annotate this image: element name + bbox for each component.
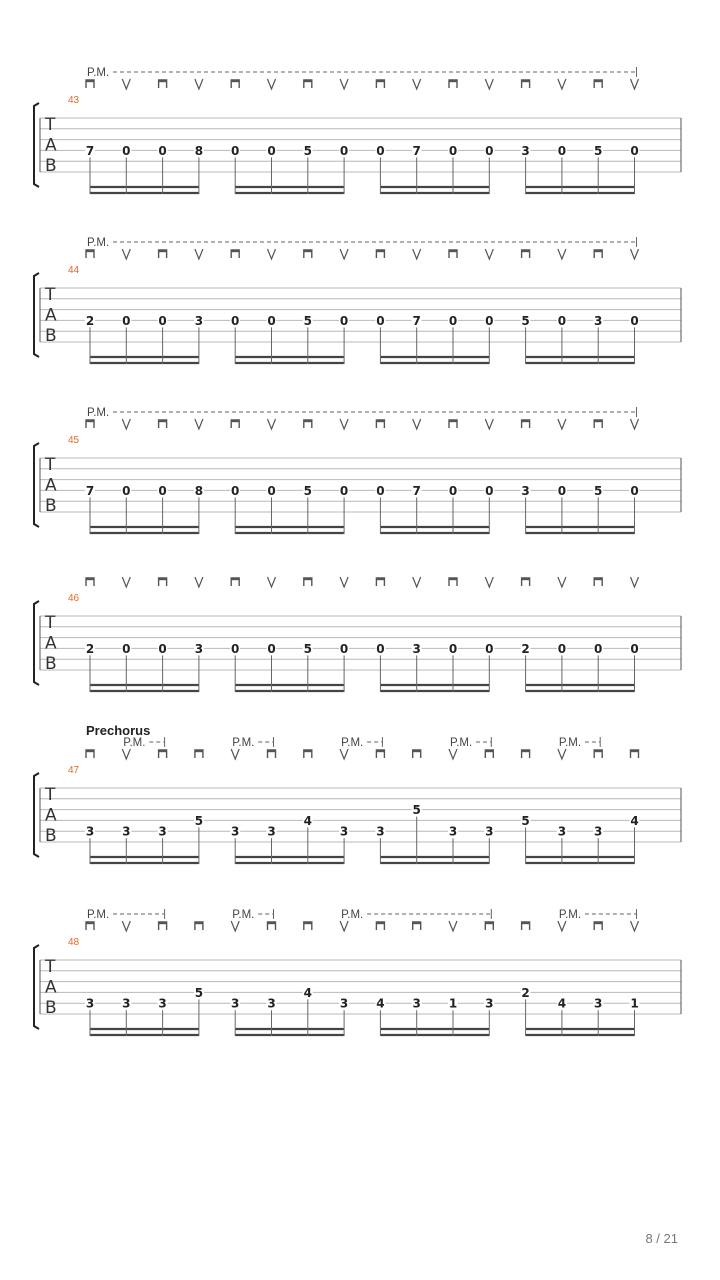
upstroke-icon [122,921,130,931]
upstroke-icon [122,577,130,587]
tab-clef-letter: T [45,613,56,633]
fret-number: 3 [194,313,204,328]
tab-clef-letter: B [45,496,57,516]
fret-number: 4 [303,985,312,1000]
fret-number: 5 [594,143,603,158]
fret-number: 5 [194,985,204,1000]
palm-mute-label: P.M. [232,909,255,921]
fret-number: 0 [448,483,458,498]
upstroke-icon [268,577,276,587]
fret-number: 0 [630,143,639,158]
tab-clef-letter: T [45,285,56,305]
palm-mute-label: P.M. [232,737,255,749]
fret-number: 3 [448,824,458,839]
fret-number: 7 [412,313,421,328]
fret-number: 0 [339,143,349,158]
fret-number: 5 [303,641,312,656]
fret-number: 0 [122,483,131,498]
upstroke-icon [558,921,566,931]
fret-number: 5 [521,813,530,828]
upstroke-icon [413,79,421,89]
fret-number: 3 [594,996,603,1011]
fret-number: 3 [594,824,603,839]
upstroke-icon [340,921,348,931]
tab-clef-letter: B [45,326,57,346]
upstroke-icon [195,79,203,89]
fret-number: 3 [267,996,276,1011]
tab-clef-letter: A [45,475,57,496]
upstroke-icon [558,419,566,429]
fret-number: 0 [557,313,567,328]
fret-number: 5 [303,313,312,328]
upstroke-icon [268,249,276,259]
tab-clef-letter: A [45,135,57,156]
fret-number: 0 [630,483,639,498]
fret-number: 5 [412,803,421,818]
upstroke-icon [485,79,493,89]
fret-number: 0 [594,641,603,656]
tab-system-48 [34,909,681,1036]
fret-number: 0 [231,483,240,498]
tab-system-43 [34,67,681,194]
fret-number: 0 [485,313,494,328]
upstroke-icon [631,419,639,429]
upstroke-icon [122,419,130,429]
upstroke-icon [449,921,457,931]
upstroke-icon [631,79,639,89]
fret-number: 3 [339,824,349,839]
upstroke-icon [413,249,421,259]
tab-clef-letter: B [45,654,57,674]
fret-number: 3 [122,824,131,839]
fret-number: 3 [521,483,530,498]
measure-number: 44 [68,265,80,276]
fret-number: 3 [158,824,167,839]
upstroke-icon [485,249,493,259]
fret-number: 7 [412,483,421,498]
fret-number: 0 [557,483,567,498]
tab-clef-letter: B [45,826,57,846]
fret-number: 3 [194,641,204,656]
tab-clef-letter: B [45,156,57,176]
upstroke-icon [268,79,276,89]
fret-number: 5 [594,483,603,498]
fret-number: 0 [557,641,567,656]
fret-number: 0 [339,313,349,328]
tab-clef-letter: B [45,998,57,1018]
fret-number: 3 [485,824,494,839]
fret-number: 0 [448,143,458,158]
upstroke-icon [631,249,639,259]
fret-number: 2 [85,641,95,656]
fret-number: 0 [158,641,167,656]
palm-mute-label: P.M. [558,909,582,921]
palm-mute-label: P.M. [87,67,110,79]
upstroke-icon [340,249,348,259]
fret-number: 0 [158,313,167,328]
palm-mute-label: P.M. [558,737,582,749]
fret-number: 3 [339,996,349,1011]
upstroke-icon [340,749,348,759]
palm-mute-label: P.M. [450,737,473,749]
fret-number: 0 [339,483,349,498]
upstroke-icon [340,419,348,429]
fret-number: 0 [448,641,458,656]
fret-number: 0 [485,483,494,498]
tab-clef-letter: A [45,805,57,826]
page-number: 8 / 21 [645,1231,678,1246]
measure-number: 48 [68,937,80,948]
fret-number: 3 [594,313,603,328]
upstroke-icon [485,419,493,429]
palm-mute-label: P.M. [341,737,364,749]
fret-number: 3 [412,641,421,656]
fret-number: 0 [630,313,639,328]
section-label: Prechorus [86,723,151,738]
upstroke-icon [449,749,457,759]
measure-number: 47 [68,765,80,776]
fret-number: 4 [630,813,639,828]
tab-system-46 [34,577,681,692]
system-bracket [34,103,39,187]
tab-clef-letter: T [45,785,56,805]
tab-clef-letter: A [45,977,57,998]
fret-number: 0 [630,641,639,656]
fret-number: 0 [122,313,131,328]
system-bracket [34,443,39,527]
palm-mute-label: P.M. [341,909,364,921]
upstroke-icon [631,921,639,931]
fret-number: 3 [122,996,131,1011]
fret-number: 0 [557,143,567,158]
fret-number: 7 [85,143,95,158]
fret-number: 0 [231,313,240,328]
measure-number: 45 [68,435,80,446]
tab-clef-letter: A [45,633,57,654]
fret-number: 7 [85,483,95,498]
fret-number: 3 [376,824,385,839]
upstroke-icon [558,577,566,587]
tab-clef-letter: T [45,115,56,135]
measure-number: 43 [68,95,80,106]
fret-number: 5 [303,483,312,498]
upstroke-icon [340,577,348,587]
fret-number: 0 [485,143,494,158]
tab-system-44 [34,237,681,364]
tab-system-45 [34,407,681,534]
fret-number: 8 [194,143,204,158]
upstroke-icon [195,577,203,587]
upstroke-icon [231,921,239,931]
fret-number: 0 [376,641,385,656]
upstroke-icon [631,577,639,587]
palm-mute-label: P.M. [87,909,110,921]
fret-number: 0 [267,641,276,656]
upstroke-icon [413,577,421,587]
fret-number: 1 [448,996,458,1011]
upstroke-icon [231,749,239,759]
fret-number: 7 [412,143,421,158]
fret-number: 3 [231,824,240,839]
fret-number: 5 [303,143,312,158]
fret-number: 0 [267,143,276,158]
fret-number: 4 [376,996,385,1011]
fret-number: 3 [158,996,167,1011]
upstroke-icon [558,249,566,259]
fret-number: 0 [122,641,131,656]
fret-number: 4 [557,996,567,1011]
fret-number: 0 [122,143,131,158]
palm-mute-label: P.M. [87,237,110,249]
fret-number: 0 [267,483,276,498]
fret-number: 3 [485,996,494,1011]
upstroke-icon [122,249,130,259]
upstroke-icon [558,749,566,759]
upstroke-icon [413,419,421,429]
fret-number: 4 [303,813,312,828]
upstroke-icon [340,79,348,89]
fret-number: 0 [267,313,276,328]
palm-mute-label: P.M. [87,407,110,419]
system-bracket [34,601,39,685]
tab-clef-letter: T [45,957,56,977]
upstroke-icon [195,419,203,429]
fret-number: 3 [85,824,95,839]
fret-number: 0 [158,483,167,498]
upstroke-icon [195,249,203,259]
system-bracket [34,773,39,857]
measure-number: 46 [68,593,80,604]
fret-number: 0 [231,143,240,158]
tab-clef-letter: A [45,305,57,326]
system-bracket [34,273,39,357]
fret-number: 3 [231,996,240,1011]
fret-number: 3 [557,824,567,839]
fret-number: 3 [267,824,276,839]
fret-number: 8 [194,483,204,498]
fret-number: 0 [339,641,349,656]
tab-system-47 [34,723,681,864]
fret-number: 0 [376,143,385,158]
fret-number: 0 [448,313,458,328]
upstroke-icon [122,749,130,759]
fret-number: 0 [158,143,167,158]
fret-number: 0 [485,641,494,656]
system-bracket [34,945,39,1029]
upstroke-icon [485,577,493,587]
fret-number: 0 [376,313,385,328]
upstroke-icon [268,419,276,429]
fret-number: 5 [194,813,204,828]
fret-number: 2 [521,641,530,656]
upstroke-icon [122,79,130,89]
fret-number: 0 [231,641,240,656]
upstroke-icon [558,79,566,89]
palm-mute-label: P.M. [123,737,146,749]
fret-number: 3 [521,143,530,158]
fret-number: 0 [376,483,385,498]
fret-number: 1 [630,996,639,1011]
fret-number: 3 [85,996,95,1011]
fret-number: 5 [521,313,530,328]
tab-clef-letter: T [45,455,56,475]
fret-number: 2 [521,985,530,1000]
fret-number: 2 [85,313,95,328]
fret-number: 3 [412,996,421,1011]
